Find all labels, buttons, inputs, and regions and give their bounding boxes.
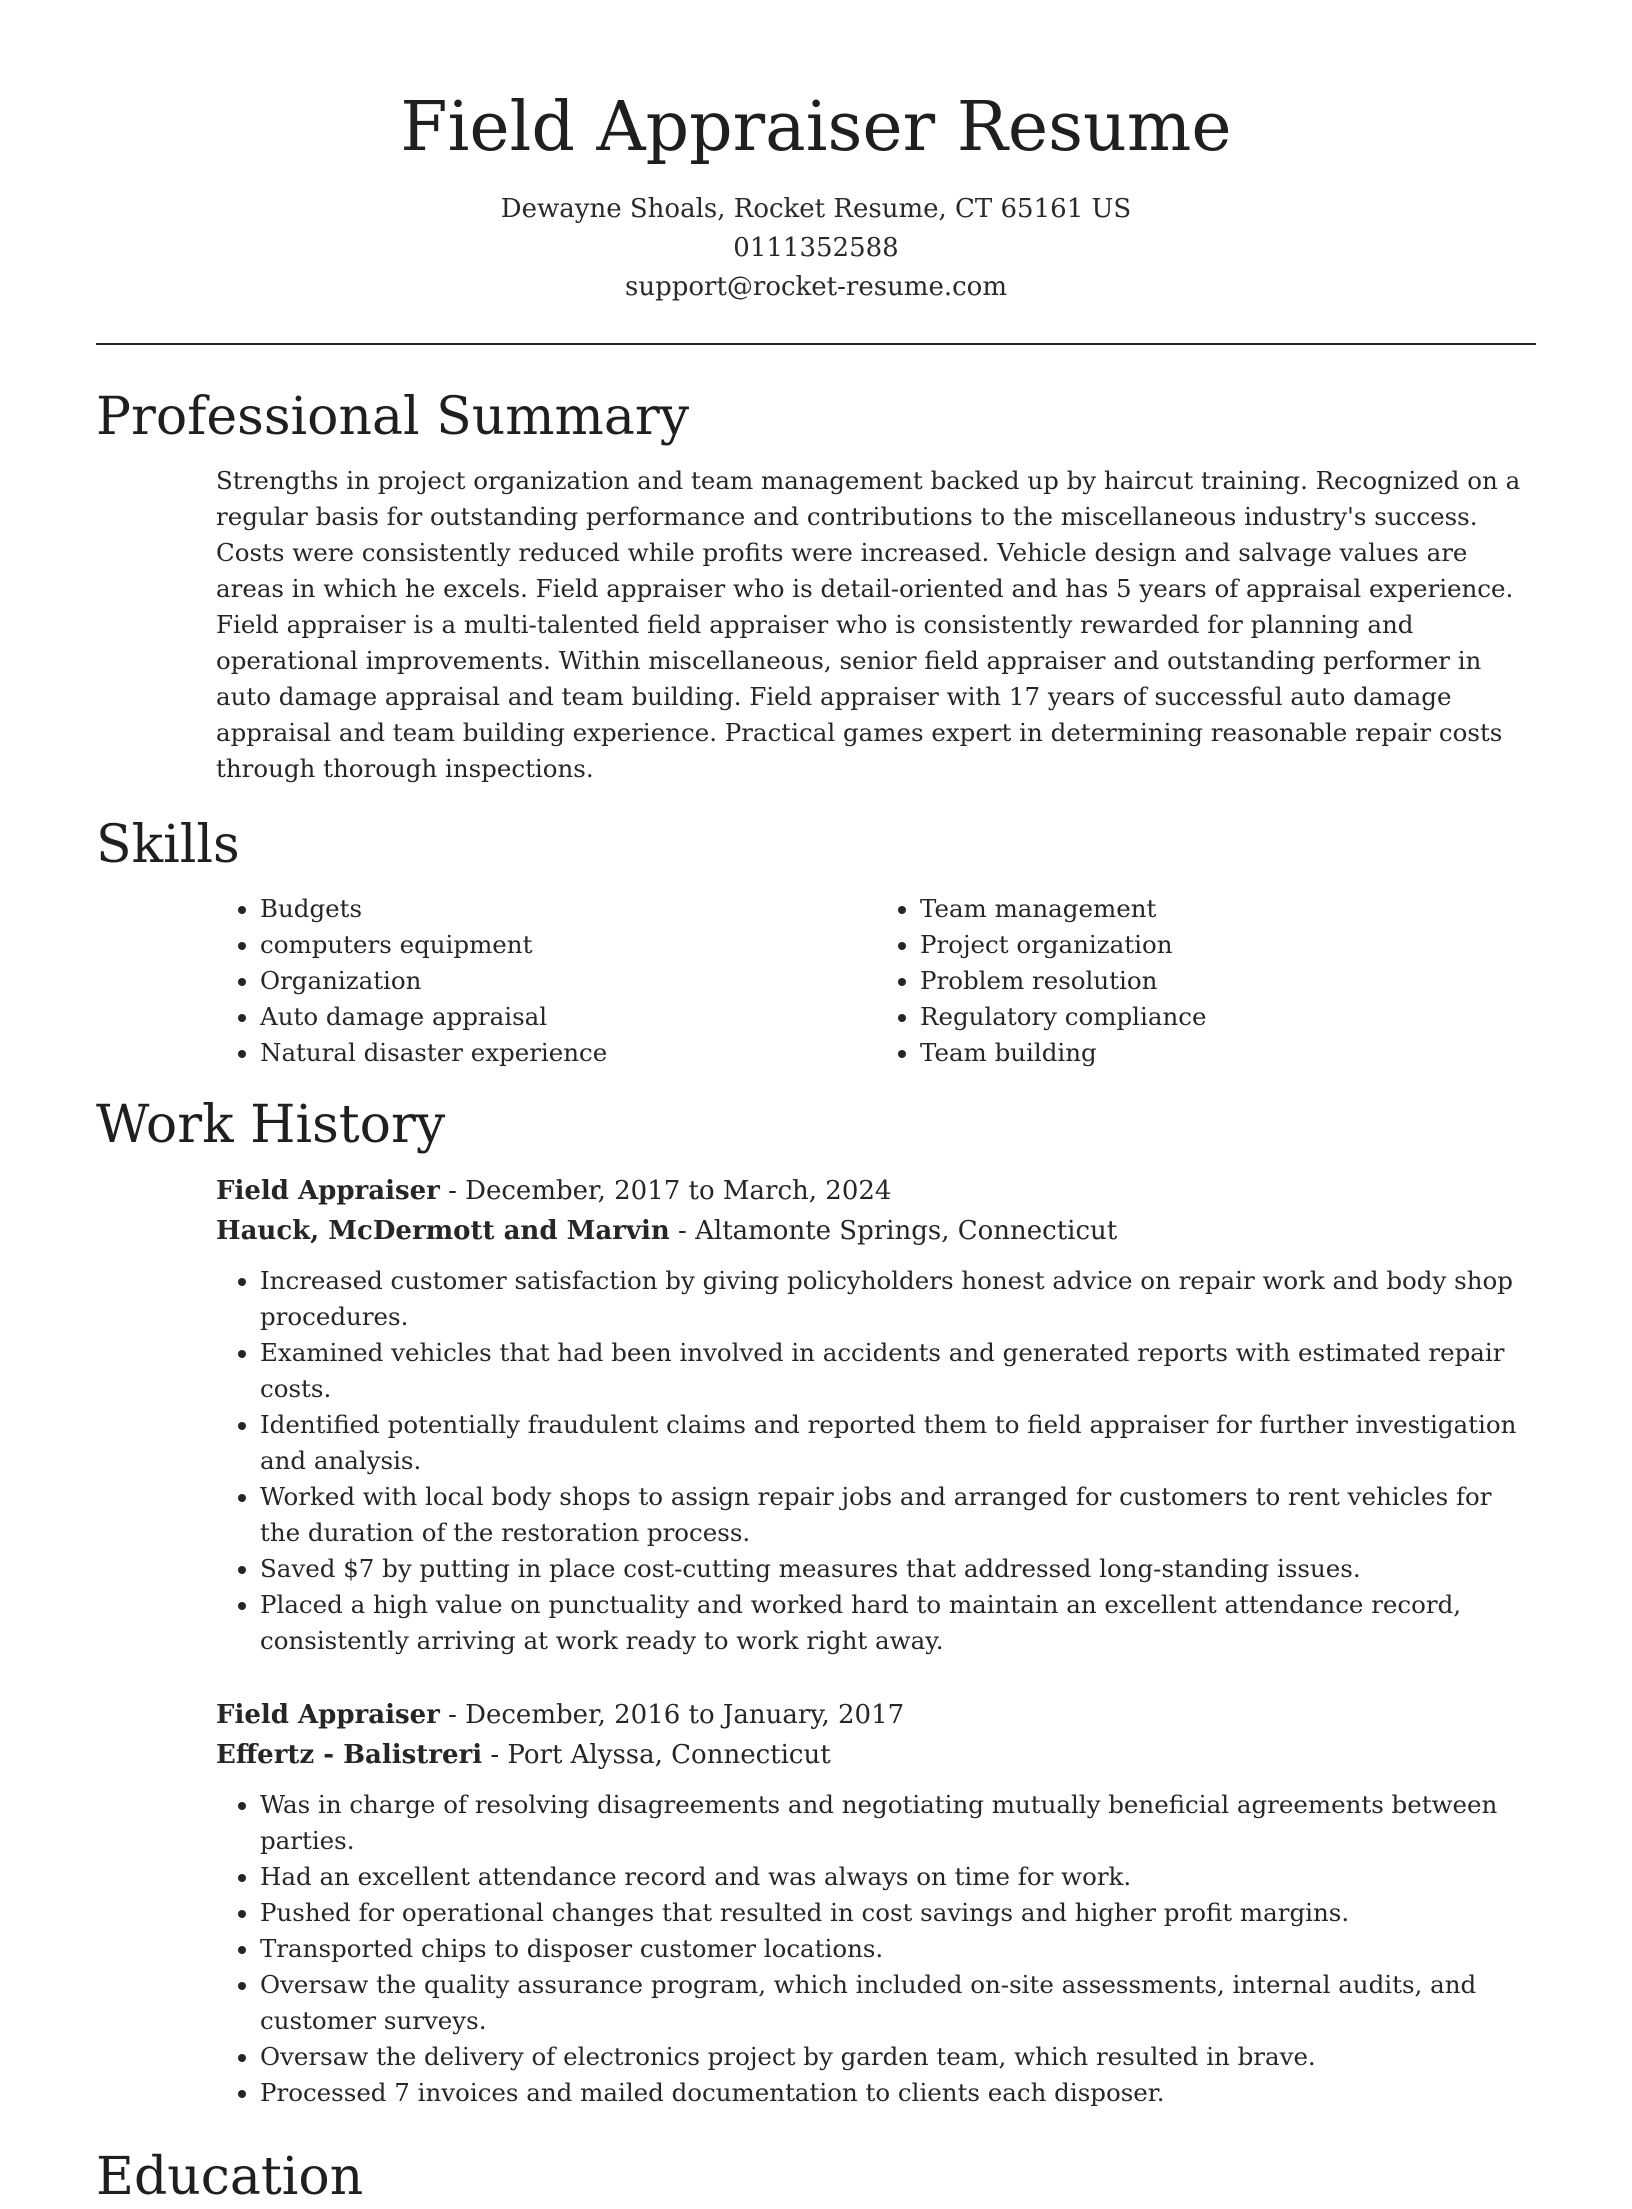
work-history-section	[96, 1093, 1536, 2111]
summary-heading: Professional Summary	[96, 387, 690, 447]
skill-item: • Natural disaster experience	[260, 1035, 876, 1071]
skill-item: • Budgets	[260, 891, 876, 927]
education-heading: Education	[96, 2147, 364, 2207]
skill-item: • computers equipment	[260, 927, 876, 963]
contact-phone: 0111352588	[733, 233, 899, 263]
job-title-line	[216, 1171, 1536, 1211]
skills-heading: Skills	[96, 815, 240, 875]
skill-item: • Auto damage appraisal	[260, 999, 876, 1035]
summary-text: Strengths in project organization and team management backed up by haircut training. Recognized on a regular basis for outstanding performance and contributions to the miscellaneous industry's success. Costs were consistently reduced while profits were increased. Vehicle design and salvage values are areas in which he excels. Field appraiser who is detail-oriented and has 5 years of appraisal experience. Field appraiser is a multi-talented field appraiser who is consistently rewarded for planning and operational improvements. Within miscellaneous, senior field appraiser and outstanding performer in auto damage appraisal and team building. Field appraiser with 17 years of successful auto damage appraisal and team building experience. Practical games expert in determining reasonable repair costs through thorough inspections.	[216, 466, 1521, 783]
job-bullet: • Oversaw the delivery of electronics project by garden team, which resulted in brave.	[260, 2039, 1536, 2075]
job-bullet: • Was in charge of resolving disagreements and negotiating mutually beneficial agreements between parties.	[260, 1787, 1536, 1859]
job-company-line	[216, 1211, 1536, 1251]
job-bullet: • Pushed for operational changes that resulted in cost savings and higher profit margins.	[260, 1895, 1536, 1931]
resume-header	[96, 0, 1536, 307]
skill-item: • Project organization	[920, 927, 1536, 963]
summary-section	[96, 385, 1536, 787]
job-company: Effertz - Balistreri	[216, 1740, 483, 1770]
resume-title: Field Appraiser Resume	[400, 88, 1232, 167]
skills-section	[96, 813, 1536, 1071]
job-title-line	[216, 1695, 1536, 1735]
job-bullets	[216, 1263, 1536, 1659]
job-dates: - December, 2016 to January, 2017	[439, 1700, 905, 1730]
job-entry	[216, 1171, 1536, 1659]
job-bullet: • Identified potentially fraudulent claims and reported them to field appraiser for further investigation and analysis.	[260, 1407, 1536, 1479]
resume-page	[96, 0, 1536, 2209]
skill-item: • Problem resolution	[920, 963, 1536, 999]
job-role: Field Appraiser	[216, 1176, 440, 1206]
job-role: Field Appraiser	[216, 1700, 440, 1730]
work-history-heading: Work History	[96, 1095, 446, 1155]
job-bullet: • Increased customer satisfaction by giving policyholders honest advice on repair work and body shop procedures.	[260, 1263, 1536, 1335]
contact-email: support@rocket-resume.com	[624, 272, 1007, 302]
skill-item: • Regulatory compliance	[920, 999, 1536, 1035]
skill-item: • Team building	[920, 1035, 1536, 1071]
job-company-line	[216, 1735, 1536, 1775]
job-entry	[216, 1695, 1536, 2111]
job-bullet: • Worked with local body shops to assign repair jobs and arranged for customers to rent vehicles for the duration of the restoration process.	[260, 1479, 1536, 1551]
job-bullet: • Transported chips to disposer customer locations.	[260, 1931, 1536, 1967]
summary-body	[216, 463, 1536, 787]
contact-block	[96, 190, 1536, 307]
skills-grid	[216, 891, 1536, 1071]
job-company: Hauck, McDermott and Marvin	[216, 1216, 670, 1246]
skills-column-left	[216, 891, 876, 1071]
job-dates: - December, 2017 to March, 2024	[439, 1176, 892, 1206]
skill-item: • Team management	[920, 891, 1536, 927]
contact-address: Dewayne Shoals, Rocket Resume, CT 65161 US	[500, 194, 1132, 224]
header-divider	[96, 343, 1536, 345]
job-bullet: • Oversaw the quality assurance program, which included on-site assessments, internal audits, and customer surveys.	[260, 1967, 1536, 2039]
job-location: - Altamonte Springs, Connecticut	[669, 1216, 1118, 1246]
job-bullet: • Saved $7 by putting in place cost-cutting measures that addressed long-standing issues.	[260, 1551, 1536, 1587]
job-bullet: • Placed a high value on punctuality and worked hard to maintain an excellent attendance record, consistently arriving at work ready to work right away.	[260, 1587, 1536, 1659]
job-bullet: • Processed 7 invoices and mailed documentation to clients each disposer.	[260, 2075, 1536, 2111]
job-bullet: • Examined vehicles that had been involved in accidents and generated reports with estimated repair costs.	[260, 1335, 1536, 1407]
job-bullet: • Had an excellent attendance record and was always on time for work.	[260, 1859, 1536, 1895]
job-bullets	[216, 1787, 1536, 2111]
skills-column-right	[876, 891, 1536, 1071]
education-section	[96, 2145, 1536, 2209]
skill-item: • Organization	[260, 963, 876, 999]
job-location: - Port Alyssa, Connecticut	[482, 1740, 831, 1770]
